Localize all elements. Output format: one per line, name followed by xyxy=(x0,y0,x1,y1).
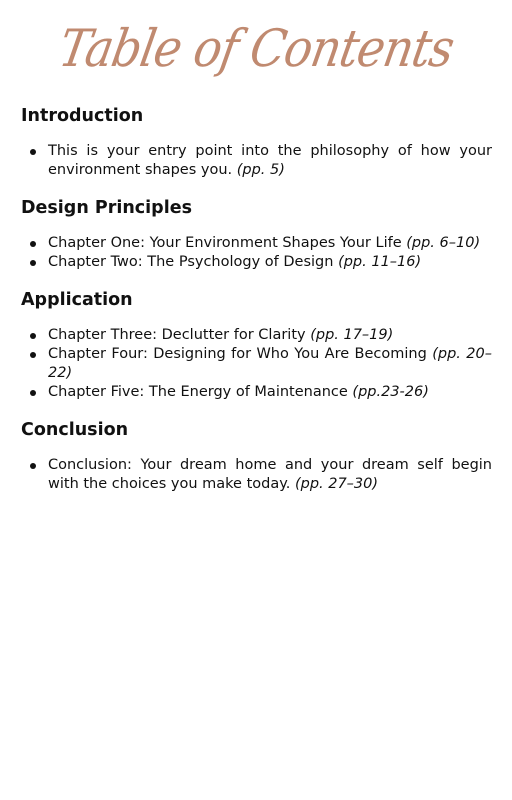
entry-pages: (pp. 27–30) xyxy=(294,476,379,492)
entry-text: Chapter Four: Designing for Who You Are Becoming xyxy=(48,346,427,362)
toc-entry xyxy=(21,253,492,272)
bullet-icon xyxy=(30,390,36,396)
entry-list xyxy=(21,234,492,272)
toc-entry xyxy=(21,326,492,345)
toc-entry xyxy=(21,456,492,494)
bullet-icon xyxy=(30,241,36,247)
bullet-icon xyxy=(30,463,36,469)
section-heading: Design Principles xyxy=(21,198,192,218)
bullet-icon xyxy=(30,260,36,266)
entry-text: Chapter Two: The Psychology of Design xyxy=(48,254,334,270)
section-heading: Introduction xyxy=(21,106,144,126)
entry-list xyxy=(21,326,492,402)
entry-list xyxy=(21,142,492,180)
page-title: Table of Contents xyxy=(54,17,458,79)
toc-content xyxy=(21,104,492,510)
title-block xyxy=(0,10,512,92)
entry-text: Chapter One: Your Environment Shapes Your Life xyxy=(48,235,402,251)
toc-entry xyxy=(21,383,492,402)
toc-entry xyxy=(21,345,492,383)
toc-section-conclusion xyxy=(21,418,492,494)
entry-list xyxy=(21,456,492,494)
entry-pages: (pp. 5) xyxy=(236,162,285,178)
toc-entry xyxy=(21,142,492,180)
section-heading: Conclusion xyxy=(21,420,129,440)
section-heading: Application xyxy=(21,290,133,310)
entry-pages: (pp. 11–16) xyxy=(338,254,422,270)
entry-pages: (pp.23-26) xyxy=(352,384,429,400)
toc-section-application xyxy=(21,288,492,402)
entry-pages: (pp. 6–10) xyxy=(406,235,481,251)
bullet-icon xyxy=(30,149,36,155)
entry-text: Chapter Three: Declutter for Clarity xyxy=(48,327,306,343)
entry-pages: (pp. 17–19) xyxy=(310,327,394,343)
toc-section-design-principles xyxy=(21,196,492,272)
toc-section-introduction xyxy=(21,104,492,180)
bullet-icon xyxy=(30,352,36,358)
toc-entry xyxy=(21,234,492,253)
entry-text: This is your entry point into the philosophy of how your environment shapes you. xyxy=(48,143,492,178)
entry-text: Chapter Five: The Energy of Maintenance xyxy=(48,384,348,400)
entry-text: Conclusion: Your dream home and your dream self begin with the choices you make today. xyxy=(48,457,492,492)
bullet-icon xyxy=(30,333,36,339)
entry-pages: (pp. 20–22) xyxy=(48,346,492,381)
